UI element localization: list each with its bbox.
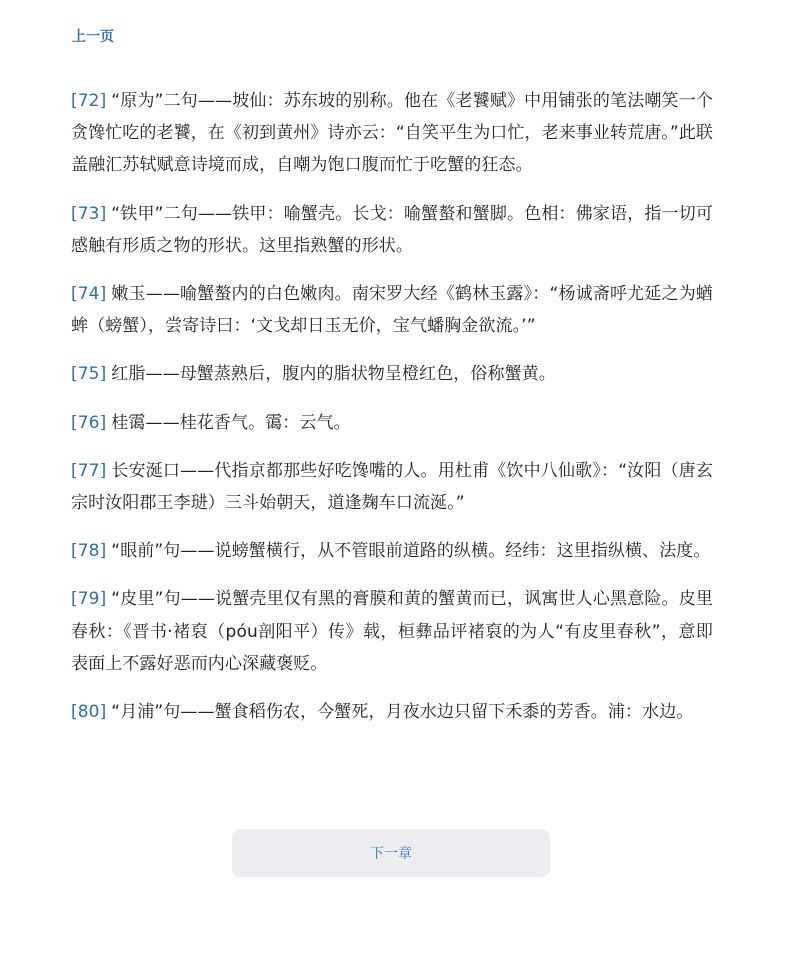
annotation-text: “月浦”句——蟹食稻伤农，今蟹死，月夜水边只留下禾黍的芳香。浦：水边。: [111, 702, 694, 723]
annotation-text: 长安涎口——代指京都那些好吃馋嘴的人。用杜甫《饮中八仙歌》：“汝阳（唐玄宗时汝阳郡王李琎）三斗始朝天，道逢麹车口流涎。”: [71, 460, 713, 514]
annotation-number[interactable]: [74]: [71, 284, 107, 305]
annotation-number[interactable]: [77]: [71, 460, 107, 481]
annotation-item: [71, 407, 713, 439]
annotation-number[interactable]: [79]: [71, 589, 107, 610]
annotation-item: [71, 455, 713, 519]
annotation-item: [71, 358, 713, 390]
annotation-text: 红脂——母蟹蒸熟后，腹内的脂状物呈橙红色，俗称蟹黄。: [111, 364, 556, 385]
prev-page-link[interactable]: 上一页: [72, 29, 114, 45]
annotation-list: [71, 85, 713, 744]
annotation-number[interactable]: [78]: [71, 541, 107, 562]
annotation-text: 嫩玉——喻蟹螯内的白色嫩肉。南宋罗大经《鹤林玉露》：“杨诚斋呼尤延之为蝤蛑（螃蟹），尝寄诗曰：‘文戈却日玉无价，宝气蟠胸金欲流。’”: [71, 284, 713, 337]
annotation-item: [71, 535, 713, 567]
annotation-number[interactable]: [72]: [71, 91, 107, 111]
next-chapter-button[interactable]: 下一章: [232, 829, 550, 877]
annotation-number[interactable]: [75]: [71, 364, 107, 385]
annotation-item: [71, 198, 713, 262]
annotation-number[interactable]: [76]: [71, 412, 107, 433]
annotation-item: [71, 583, 713, 680]
annotation-item: [71, 278, 713, 342]
annotation-text: “眼前”句——说螃蟹横行，从不管眼前道路的纵横。经纬：这里指纵横、法度。: [111, 541, 711, 562]
annotation-text: “原为”二句——坡仙：苏东坡的别称。他在《老饕赋》中用铺张的笔法嘲笑一个贪馋忙吃的老饕，在《初到黄州》诗亦云：“自笑平生为口忙，老来事业转荒唐。”此联盖融汇苏轼赋意诗境而成，自嘲为饱口腹而忙于吃蟹的狂态。: [71, 91, 714, 176]
annotation-text: 桂霭——桂花香气。霭：云气。: [111, 412, 351, 433]
annotation-item: [71, 85, 713, 182]
annotation-item: [71, 696, 713, 728]
annotation-number[interactable]: [80]: [71, 702, 107, 723]
annotation-text: “铁甲”二句——铁甲：喻蟹壳。长戈：喻蟹螯和蟹脚。色相：佛家语，指一切可感触有形质之物的形状。这里指熟蟹的形状。: [71, 203, 713, 256]
annotation-text: “皮里”句——说蟹壳里仅有黑的膏膜和黄的蟹黄而已，讽寓世人心黑意险。皮里春秋：《晋书·褚裒（póu剖阳平）传》载，桓彝品评褚裒的为人“有皮里春秋”，意即表面上不露好恶而内心深藏褒贬。: [71, 589, 713, 674]
annotation-number[interactable]: [73]: [71, 203, 107, 224]
